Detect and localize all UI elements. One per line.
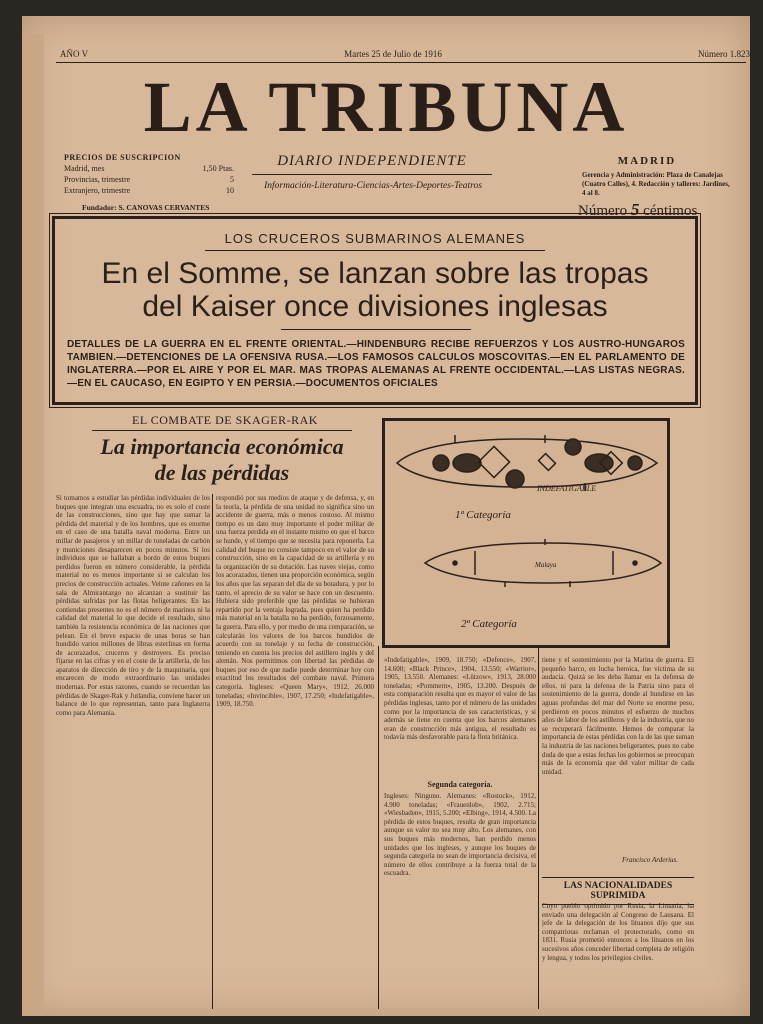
article-kicker: EL COMBATE DE SKAGER-RAK	[132, 413, 318, 427]
sections-line: Información-Literatura-Ciencias-Artes-Deportes-Teatros	[264, 181, 482, 191]
ship-top-outline	[397, 435, 657, 491]
article-title: La importancia económica de las pérdidas	[100, 434, 344, 485]
office-address: Gerencia y Administración: Plaza de Canalejas (Cuatro Calles), 4. Redacción y talleres: Jardines, 4 al 8.	[582, 171, 730, 197]
dateline-rule	[56, 62, 746, 63]
subscription-heading: PRECIOS DE SUSCRIPCION	[64, 153, 181, 162]
column-rule	[212, 494, 213, 1009]
ship-diagram	[385, 421, 667, 645]
ship-name-bottom: Malaya	[535, 561, 557, 569]
founder-line: Fundador: S. CANOVAS CERVANTES	[82, 203, 210, 212]
article-kicker-rule	[92, 430, 352, 431]
ship-name-top: INDEFATIGABLE	[537, 484, 597, 493]
subscription-prices	[64, 152, 234, 196]
column-rule	[538, 646, 539, 1009]
subhead-second-category: Segunda categoría.	[427, 780, 493, 789]
article-column-1: Si tomamos a estudiar las pérdidas individuales de los buques que integran una escuadra, no es solo el coste de las construcciones, sino que hay que sumar la pérdida del material y de los hombres, que es enorme en el caso de una batalla naval moderna. Entre un millar de pasajeros y un millar de toneladas de carbón y municiones desaparecen en pocos minutos. Si los individuos que se hallaban a bordo de estos buques perdidos fueron en número considerable, la pérdida material no es menos importante si se calculan los precios de construcción actuales. Veinte cañones en la sala de Almirantazgo no alcanzan a sustituir las pérdidas sufridas por las flotas beligerantes. En las contiendas presentes no es el número de marinos ni la calidad del material lo que decide el resultado, sino también la resistencia económica de las naciones que pelean. En el breve espacio de unas horas se han hundido varios millones de libras esterlinas en forma de acorazados, cruceros y destroyers. Es preciso fijarse en las cifras y en el coste de la artillería, de los aparatos de dirección de tiro y de la maquinaria, que encarecen de modo extraordinario las unidades modernas. Por estas razones, cuando se recuerdan las pérdidas de Skager-Rak y Jutlandia, conviene hacer un balance de lo que representan, tanto para Inglaterra como para Alemania.	[56, 494, 210, 717]
nationalities-text: Cuyo pueblo oprimido por Rusia, la Lituania, ha enviado una delegación al Congreso de Lausana. El jefe de la delegación de los lituanos dijo que sus compatriotas reclaman el protectorado, como en 1831. Rusia prometió entonces a los lituanos en los sucesivos años conceder libertad completa de religión y lengua, y todos los privilegios civiles.	[542, 902, 694, 962]
article-author: Francisco Arderíus.	[622, 856, 678, 864]
subtitle-rule	[252, 174, 492, 175]
main-story-summary: DETALLES DE LA GUERRA EN EL FRENTE ORIENTAL.—HINDENBURG RECIBE REFUERZOS Y LOS AUSTRO-HUNGAROS TAMBIEN.—DETENCIONES DE LA OFENSIVA RUSA.—LOS FAMOSOS CALCULOS MOSCOVITAS.—EN EL PARLAMENTO DE INGLATERRA.—POR EL AIRE Y POR EL MAR. MAS TROPAS ALEMANAS AL FRENTE OCCIDENTAL.—LAS LISTAS NEGRAS.—EN EL CAUCASO, EN EGIPTO Y EN PERSIA.—DOCUMENTOS OFICIALES	[67, 339, 685, 389]
subscription-row: Provincias, trimestre 5	[64, 175, 234, 184]
article-column-3: «Indefatigable», 1909, 18.750; «Defence», 1907, 14.600; «Black Prince», 1904, 13.550; «Warrior», 1905, 13.550. Alemanes: «Lützow», 1913, 28.000 toneladas; «Pommern», 1905, 13.200. Después de esta comparación resulta que es mayor el valor de las pérdidas inglesas, tanto por el número de las unidades como por la importancia de sus características, y si además se tiene en cuenta que los barcos alemanes eran de construcción más antigua, el resultado es todavía más desfavorable para la flota británica.	[384, 656, 536, 742]
newspaper-subtitle: DIARIO INDEPENDIENTE	[277, 153, 467, 169]
newspaper-page	[22, 16, 750, 1016]
main-story-box	[52, 216, 698, 405]
article-column-3-continued: Ingleses: Ninguno. Alemanes: «Rostock», 1912, 4.900 toneladas; «Frauenlob», 1902, 2.715; «Wiesbaden», 1915, 5.200; «Elbing», 1914, 4.500. La pérdida de estos buques, resulta de gran importancia aunque su valor no sea muy alto. Los alemanes, con sus buques más modernos, han perdido menos unidades que los ingleses, y aunque los buques de segunda categoría no sean de importancia decisiva, el número de ellos contribuye a la fuerza total de la escuadra.	[384, 792, 536, 878]
year-label: AÑO V	[60, 49, 89, 59]
date-label: Martes 25 de Julio de 1916	[344, 49, 442, 59]
price-line: Número 5 céntimos	[578, 200, 698, 219]
subscription-row: Extranjero, trimestre 10	[64, 186, 234, 195]
figure-label-bottom: 2ª Categoría	[461, 618, 517, 630]
headline-rule	[281, 329, 471, 330]
newspaper-title: LA TRIBUNA	[143, 67, 629, 147]
ship-diagram-figure	[382, 418, 670, 648]
figure-label-top: 1ª Categoría	[455, 509, 511, 521]
article-column-4: tiene y el sostenimiento por la Marina de guerra. El pequeño barco, en lucha heroica, fue víctima de su audacia. Quizá se les deba llamar en la defensa de ellos, ni para la defensa de la Patria sino para el sostenimiento de la guerra, donde al hundirse en las aguas profundas del mar del Norte su enorme peso, perdieron en pocos minutos el esfuerzo de muchos años de labor de los astilleros y de la industria, que no se recuperará fácilmente. Hemos de comparar la importancia de estas pérdidas con la de las que suman la industria de las naciones beligerantes, pues no cabe duda de que a estas fechas los gobiernos se preocupan más de la economía que del valor militar de cada unidad.	[542, 656, 694, 776]
subscription-row: Madrid, mes 1,50 Ptas.	[64, 164, 234, 173]
kicker-rule	[205, 250, 545, 251]
dateline	[60, 49, 750, 59]
nationalities-heading: LAS NACIONALIDADES SUPRIMIDA	[542, 877, 694, 905]
issue-label: Número 1.823	[697, 49, 750, 59]
city-label: MADRID	[617, 155, 677, 167]
article-column-2: respondió por sus medios de ataque y de defensa, y, en la teoría, la pérdida de una unidad no significa sino un accidente de guerra, más o menos costoso. Al mismo tiempo es un dato muy importante el poder militar de una fuerza perdida en el instante mismo en que el barco se hunde, y el tiempo que se necesita para reponerla. La calidad del buque no consiste tampoco en el valor de su construcción, sino en la capacidad de su artillería y en la organización de su dotación. Las naves viejas, como los acorazados, tienen una proporción económica, según los años que las separan del día de su botadura, y por lo tanto, el aprecio de su valor se hace con un descuento. Hubiera sido preferible que las pérdidas se hubieran repartido por la ventaja lograda, pues quien ha perdido más material en la batalla no ha perdido, forzosamente, la guerra. Para ello, y por medio de una comparación, se calcularán los valores de los barcos hundidos de acuerdo con su tonelaje y su fecha de construcción, teniendo en cuenta los precios del astillero inglés y del alemán. Nos permitimos con libertad las pérdidas de buques por eso de que nadie puede determinar hoy con exactitud los resultados del combate naval. Primera categoría. Ingleses: «Queen Mary», 1912, 26.000 toneladas; «Invincible», 1907, 17.250; «Indefatigable», 1909, 18.750.	[216, 494, 374, 709]
previous-page-edge	[22, 34, 44, 1016]
column-rule	[378, 646, 379, 1009]
main-headline: En el Somme, se lanzan sobre las tropas del Kaiser once divisiones inglesas	[101, 257, 649, 323]
main-story-kicker: LOS CRUCEROS SUBMARINOS ALEMANES	[224, 231, 526, 246]
